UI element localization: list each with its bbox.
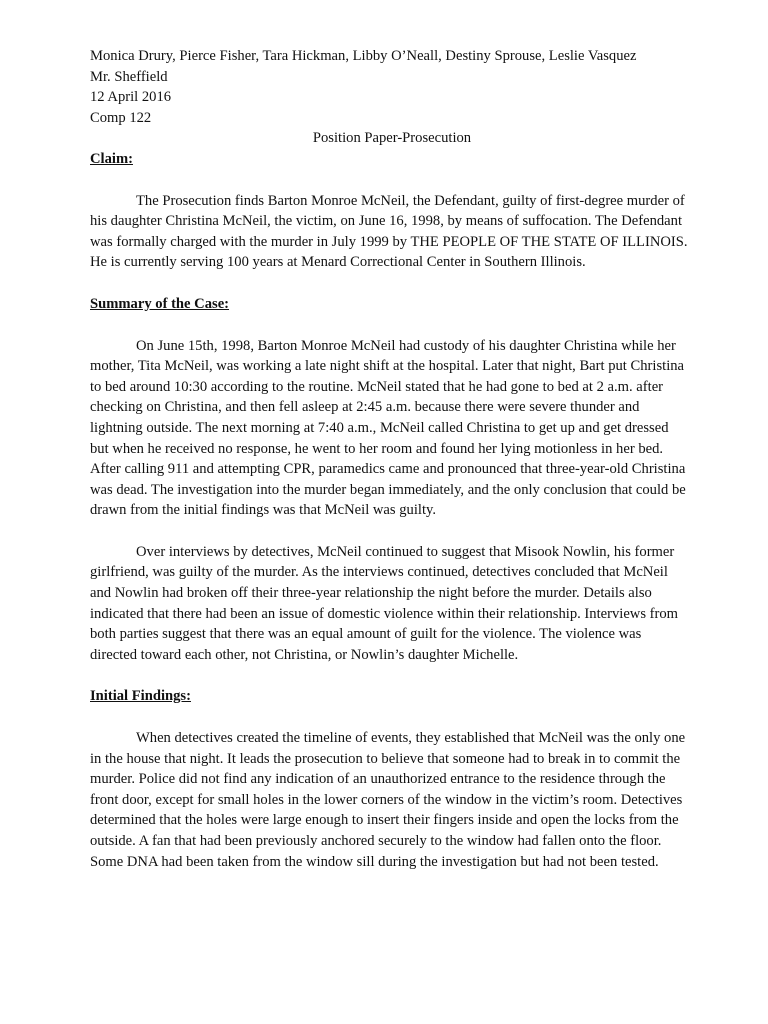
findings-paragraph: When detectives created the timeline of events, they established that McNeil was the only one in the house that night. It leads the prosecution to believe that someone had to break in to commit the murder. Police did not find any indication of an unauthorized entrance to the residence through the front door, except for small holes in the lower corners of the window in the victim’s room. Detectives determined that the holes were large enough to insert their fingers inside and open the locks from the outside. A fan that had been previously anchored securely to the window had fallen onto the floor. Some DNA had been taken from the window sill during the investigation but had not been tested. xyxy=(90,730,686,870)
claim-heading: Claim: xyxy=(90,150,133,167)
spacer xyxy=(90,315,688,336)
header-block xyxy=(90,46,688,128)
spacer xyxy=(90,665,688,686)
course-line: Comp 122 xyxy=(90,109,152,126)
spacer xyxy=(90,521,688,542)
date-line: 12 April 2016 xyxy=(90,89,172,106)
spacer xyxy=(90,170,688,191)
summary-paragraph-2: Over interviews by detectives, McNeil continued to suggest that Misook Nowlin, his former girlfriend, was guilty of the murder. As the interviews continued, detectives concluded that McNeil and Nowlin had broken off their three-year relationship the night before the murder. Details also indicated that there had been an issue of domestic violence within their relationship. Interviews from both parties suggest that there was an equal amount of guilt for the violence. The violence was directed toward each other, not Christina, or Nowlin’s daughter Michelle. xyxy=(90,543,679,663)
summary-paragraph-1: On June 15th, 1998, Barton Monroe McNeil had custody of his daughter Christina while her mother, Tita McNeil, was working a late night shift at the hospital. Later that night, Bart put Christina to bed around 10:30 according to the routine. McNeil stated that he had gone to bed at 2 a.m. after checking on Christina, and then fell asleep at 2:45 a.m. because there were severe thunder and lightning outside. The next morning at 7:40 a.m., McNeil called Christina to get up and get dressed but when he received no response, he went to her room and found her lying motionless in her bed. After calling 911 and attempting CPR, paramedics came and pronounced that three-year-old Christina was dead. The investigation into the murder began immediately, and the only conclusion that could be drawn from the initial findings was that McNeil was guilty. xyxy=(90,337,686,519)
paper-title: Position Paper-Prosecution xyxy=(312,130,472,147)
summary-heading: Summary of the Case: xyxy=(90,295,230,312)
authors-line: Monica Drury, Pierce Fisher, Tara Hickman, Libby O’Neall, Destiny Sprouse, Leslie Vasquez xyxy=(90,48,637,64)
claim-paragraph: The Prosecution finds Barton Monroe McNeil, the Defendant, guilty of first-degree murder of his daughter Christina McNeil, the victim, on June 16, 1998, by means of suffocation. The Defendant was formally charged with the murder in July 1999 by THE PEOPLE OF THE STATE OF ILLINOIS. He is currently serving 100 years at Menard Correctional Center in Southern Illinois. xyxy=(90,192,688,271)
findings-heading: Initial Findings: xyxy=(90,688,191,705)
spacer xyxy=(90,707,688,728)
spacer xyxy=(90,273,688,294)
instructor-line: Mr. Sheffield xyxy=(90,68,168,85)
